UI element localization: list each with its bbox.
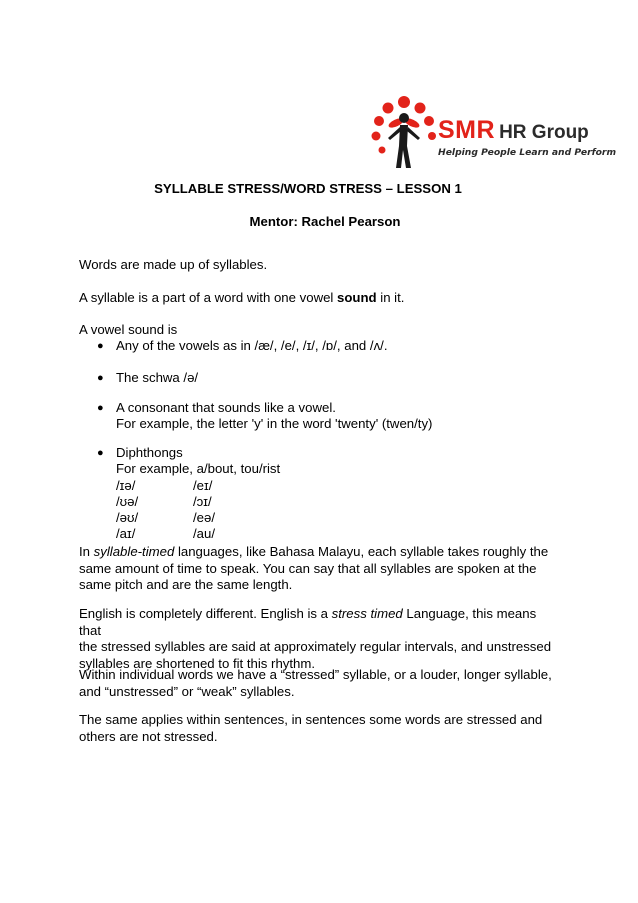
diphthong-cell: /ʊə/ — [116, 494, 139, 509]
diphthong-row — [116, 494, 316, 510]
diphthong-row — [116, 510, 316, 526]
diphthong-table — [116, 478, 316, 542]
english-paragraph — [79, 606, 559, 672]
lesson-title — [0, 181, 638, 196]
logo-brand-hr: HR Group — [499, 122, 589, 143]
intro-paragraph-2 — [79, 290, 559, 307]
paragraph-line: and “unstressed” or “weak” syllables. — [79, 683, 295, 699]
emphasis-text: syllable-timed — [93, 544, 175, 559]
diphthong-cell: /ɪə/ — [116, 478, 136, 493]
bullet-dot-icon: ● — [97, 372, 104, 384]
bullet-text-line2: For example, a/bout, tou/rist — [116, 461, 281, 476]
intro-p2-before: A syllable is a part of a word with one vowel — [79, 290, 338, 305]
bullet-text-line1: A consonant that sounds like a vowel. — [116, 400, 336, 415]
logo-brand — [438, 116, 589, 145]
mentor-text: Mentor: Rachel Pearson — [249, 214, 401, 229]
diphthong-row — [116, 478, 316, 494]
mentor-line — [0, 214, 638, 229]
bullet-text-line1: Diphthongs — [116, 445, 183, 460]
diphthong-cell: /au/ — [193, 526, 215, 541]
paragraph-line: syllables are shortened to fit this rhythm. — [79, 655, 316, 671]
smr-logo — [366, 94, 617, 174]
diphthong-cell: /eə/ — [193, 510, 215, 525]
diphthong-cell: /əʊ/ — [116, 510, 139, 525]
diphthong-row — [116, 526, 316, 542]
text-span: In — [79, 544, 94, 559]
diphthong-cell: /ɔɪ/ — [193, 494, 212, 509]
intro-p2-after: in it. — [376, 290, 405, 305]
within-words-paragraph — [79, 667, 559, 700]
sentences-paragraph — [79, 712, 559, 745]
text-span: Language, this means that — [79, 606, 537, 638]
paragraph-line: same pitch and are the same length. — [79, 577, 293, 592]
diphthong-cell: /aɪ/ — [116, 526, 136, 541]
emphasis-text: stress timed — [331, 606, 403, 621]
bullet-dot-icon: ● — [97, 402, 104, 414]
text-span: languages, like Bahasa Malayu, each syllable takes roughly the — [174, 544, 549, 559]
bullet-text: The schwa /ə/ — [116, 370, 199, 385]
intro-p2-bold: sound — [337, 290, 377, 305]
logo-brand-smr: SMR — [438, 116, 496, 144]
paragraph-line: others are not stressed. — [79, 728, 218, 744]
paragraph-line: Within individual words we have a “stressed” syllable, or a louder, longer syllable, — [79, 667, 552, 682]
logo-tagline: Helping People Learn and Perform — [438, 147, 617, 158]
lesson-title-text: SYLLABLE STRESS/WORD STRESS – LESSON 1 — [154, 181, 462, 196]
paragraph-line: the stressed syllables are said at approximately regular intervals, and unstressed — [79, 639, 552, 654]
figure-logo-icon — [366, 94, 442, 174]
bullet-text-line2: For example, the letter 'y' in the word 'twenty' (twen/ty) — [116, 416, 433, 431]
paragraph-line — [79, 544, 559, 561]
syllable-timed-paragraph — [79, 544, 559, 594]
bullet-text: Any of the vowels as in /æ/, /e/, /ɪ/, /ɒ/, and /ʌ/. — [116, 338, 388, 353]
bullet-dot-icon: ● — [97, 447, 104, 459]
text-span: English is completely different. English is a — [79, 606, 332, 621]
bullet-dot-icon: ● — [97, 340, 104, 352]
paragraph-line: The same applies within sentences, in sentences some words are stressed and — [79, 712, 543, 727]
paragraph-line: same amount of time to speak. You can say that all syllables are spoken at the — [79, 560, 537, 576]
intro-paragraph-1: Words are made up of syllables. — [79, 257, 268, 272]
paragraph-line — [79, 606, 559, 639]
intro-paragraph-3: A vowel sound is — [79, 322, 178, 337]
diphthong-cell: /eɪ/ — [193, 478, 213, 493]
